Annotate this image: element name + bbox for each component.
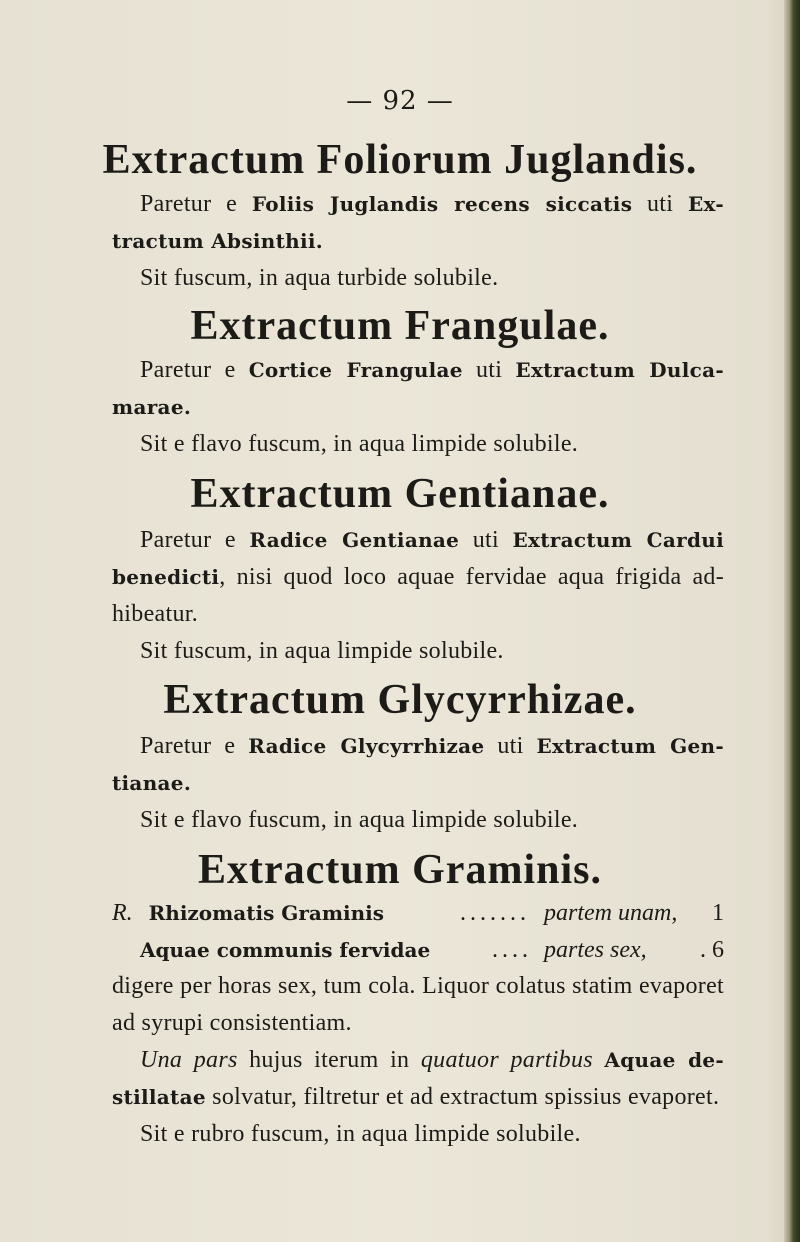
paragraph-juglandis-desc [112,260,724,297]
text: digere per horas sex, tum cola. Liquor colatus statim evaporet ad syrupi consistentiam. [112,973,724,1036]
leader-dots: ....... [460,900,530,926]
heading-graminis: Extractum Graminis. [198,847,602,893]
paragraph-gentianae-prep [112,522,724,633]
heading-gentianae: Extractum Gentianae. [190,471,610,517]
bold-text: Extractum Gen-tianae. [112,734,724,795]
recipe-line-2 [112,937,724,964]
text: , nisi quod loco aquae fervidae aqua frigida ad-hibeatur. [112,564,724,627]
text: Paretur e [140,357,249,383]
text: uti [484,733,537,759]
bold-text: Foliis Juglandis recens siccatis [251,192,633,216]
text: uti [462,357,516,383]
paragraph-graminis-desc [112,1116,724,1153]
paragraph-gentianae-desc [112,633,724,670]
italic-text: quatuor partibus [420,1047,593,1073]
paragraph-frangulae-desc [112,426,724,463]
page-edge [784,0,800,1242]
ingredient-amount: partes sex, [544,937,647,963]
italic-text: Una pars [140,1047,238,1073]
ingredient-amount: partem unam, [544,900,678,926]
text: Sit e flavo fuscum, in aqua limpide solubile. [140,431,579,457]
ingredient-quantity: . 6 [700,937,724,963]
bold-text: Extractum Cardui benedicti [112,528,724,589]
paragraph-glycyrrhizae-desc [112,802,724,839]
paragraph-frangulae-prep [112,352,724,426]
text: Paretur e [140,527,250,553]
recipe-line-1 [112,900,724,927]
text: solvatur, filtretur et ad extractum spissius evaporet. [205,1084,720,1110]
text: Sit e flavo fuscum, in aqua limpide solubile. [140,807,579,833]
paragraph-glycyrrhizae-prep [112,728,724,802]
heading-glycyrrhizae: Extractum Glycyrrhizae. [163,677,637,723]
text: Paretur e [140,191,252,217]
paragraph-graminis-instructions [112,968,724,1042]
text: Paretur e [140,733,249,759]
leader-dots: .... [492,937,532,963]
ingredient-quantity: 1 [712,900,724,926]
text: uti [459,527,513,553]
bold-text: Aquae de-stillatae [112,1048,724,1109]
ingredient-name: Rhizomatis Graminis [148,901,385,925]
ingredient-name: Aquae communis fervidae [140,938,431,962]
text [593,1047,605,1073]
paragraph-graminis-dissolve [112,1042,724,1116]
recipe-symbol: R. [112,900,133,926]
text: hujus iterum in [237,1047,421,1073]
bold-text: Extractum Dulca-marae. [112,358,724,419]
bold-text: Radice Gentianae [249,528,460,552]
text: Sit fuscum, in aqua turbide solubile. [140,265,499,291]
heading-frangulae: Extractum Frangulae. [190,303,610,349]
bold-text: Cortice Frangulae [248,358,463,382]
bold-text: Ex-tractum Absinthii. [112,192,724,253]
text: uti [632,191,688,217]
bold-text: Radice Glycyrrhizae [248,734,485,758]
page-number: — 92 — [346,86,454,116]
paragraph-juglandis-prep [112,186,724,260]
text: Sit e rubro fuscum, in aqua limpide solubile. [140,1121,581,1147]
heading-juglandis: Extractum Foliorum Juglandis. [102,137,698,183]
text: Sit fuscum, in aqua limpide solubile. [140,638,504,664]
